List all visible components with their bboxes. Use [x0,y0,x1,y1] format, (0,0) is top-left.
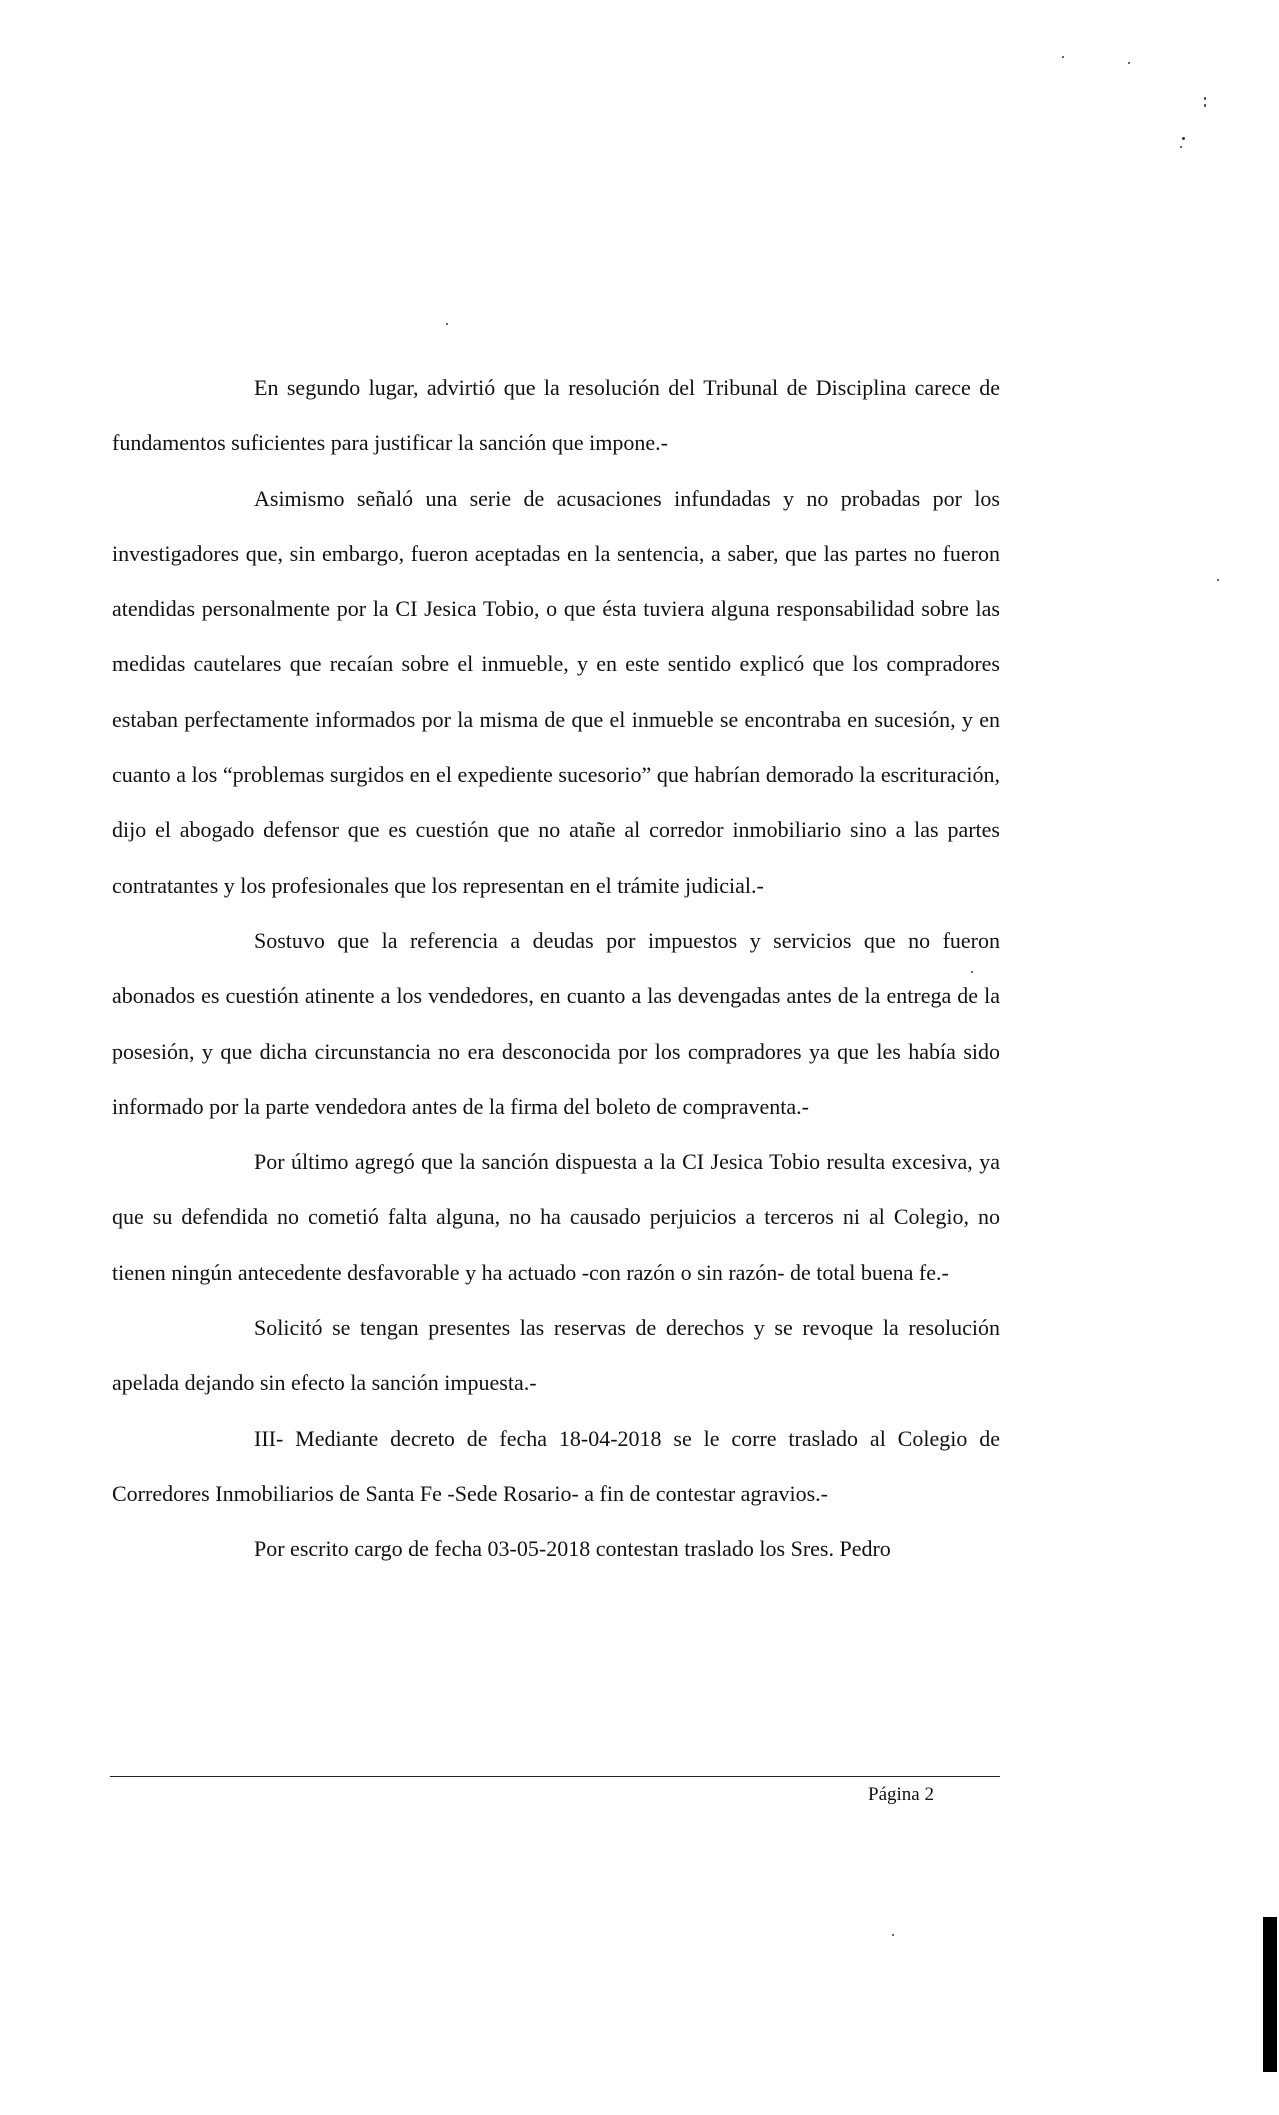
page-number: Página 2 [868,1784,934,1805]
paragraph: Sostuvo que la referencia a deudas por impuestos y servicios que no fueron abonados es cuestión atinente a los vendedores, en cuanto a las devengadas antes de la entrega de la posesión, y que dicha circunstancia no era desconocida por los compradores ya que les había sido informado por la parte vendedora antes de la firma del boleto de compraventa.- [112,927,1000,1119]
document-body [112,360,1000,1577]
scan-speck [1182,137,1185,140]
paragraph: En segundo lugar, advirtió que la resolución del Tribunal de Disciplina carece de fundamentos suficientes para justificar la sanción que impone.- [112,375,1000,456]
scan-speck [892,1934,894,1936]
scan-speck [1180,146,1182,148]
paragraph: Por escrito cargo de fecha 03-05-2018 contestan traslado los Sres. Pedro [254,1536,891,1562]
scan-speck [1128,62,1130,64]
footer-divider [110,1776,1000,1777]
paragraph: III- Mediante decreto de fecha 18-04-2018 se le corre traslado al Colegio de Corredores Inmobiliarios de Santa Fe -Sede Rosario- a fin de contestar agravios.- [112,1425,1000,1506]
scan-speck [446,323,448,325]
scan-speck [1217,579,1219,581]
scan-speck [971,971,973,973]
paragraph: Solicitó se tengan presentes las reservas de derechos y se revoque la resolución apelada dejando sin efecto la sanción impuesta.- [112,1315,1000,1396]
scan-speck [1204,97,1206,100]
scan-edge-bar [1263,1917,1277,2072]
paragraph: Por último agregó que la sanción dispuesta a la CI Jesica Tobio resulta excesiva, ya que su defendida no cometió falta alguna, no ha causado perjuicios a terceros ni al Colegio, no tienen ningún antecedente desfavorable y ha actuado -con razón o sin razón- de total buena fe.- [112,1149,1000,1285]
scan-speck [1062,56,1064,58]
scan-speck [1204,104,1206,107]
paragraph: Asimismo señaló una serie de acusaciones infundadas y no probadas por los investigadores que, sin embargo, fueron aceptadas en la sentencia, a saber, que las partes no fueron atendidas personalmente por la CI Jesica Tobio, o que ésta tuviera alguna responsabilidad sobre las medidas cautelares que recaían sobre el inmueble, y en este sentido explicó que los compradores estaban perfectamente informados por la misma de que el inmueble se encontraba en sucesión, y en cuanto a los “problemas surgidos en el expediente sucesorio” que habrían demorado la escrituración, dijo el abogado defensor que es cuestión que no atañe al corredor inmobiliario sino a las partes contratantes y los profesionales que los representan en el trámite judicial.- [112,485,1000,898]
